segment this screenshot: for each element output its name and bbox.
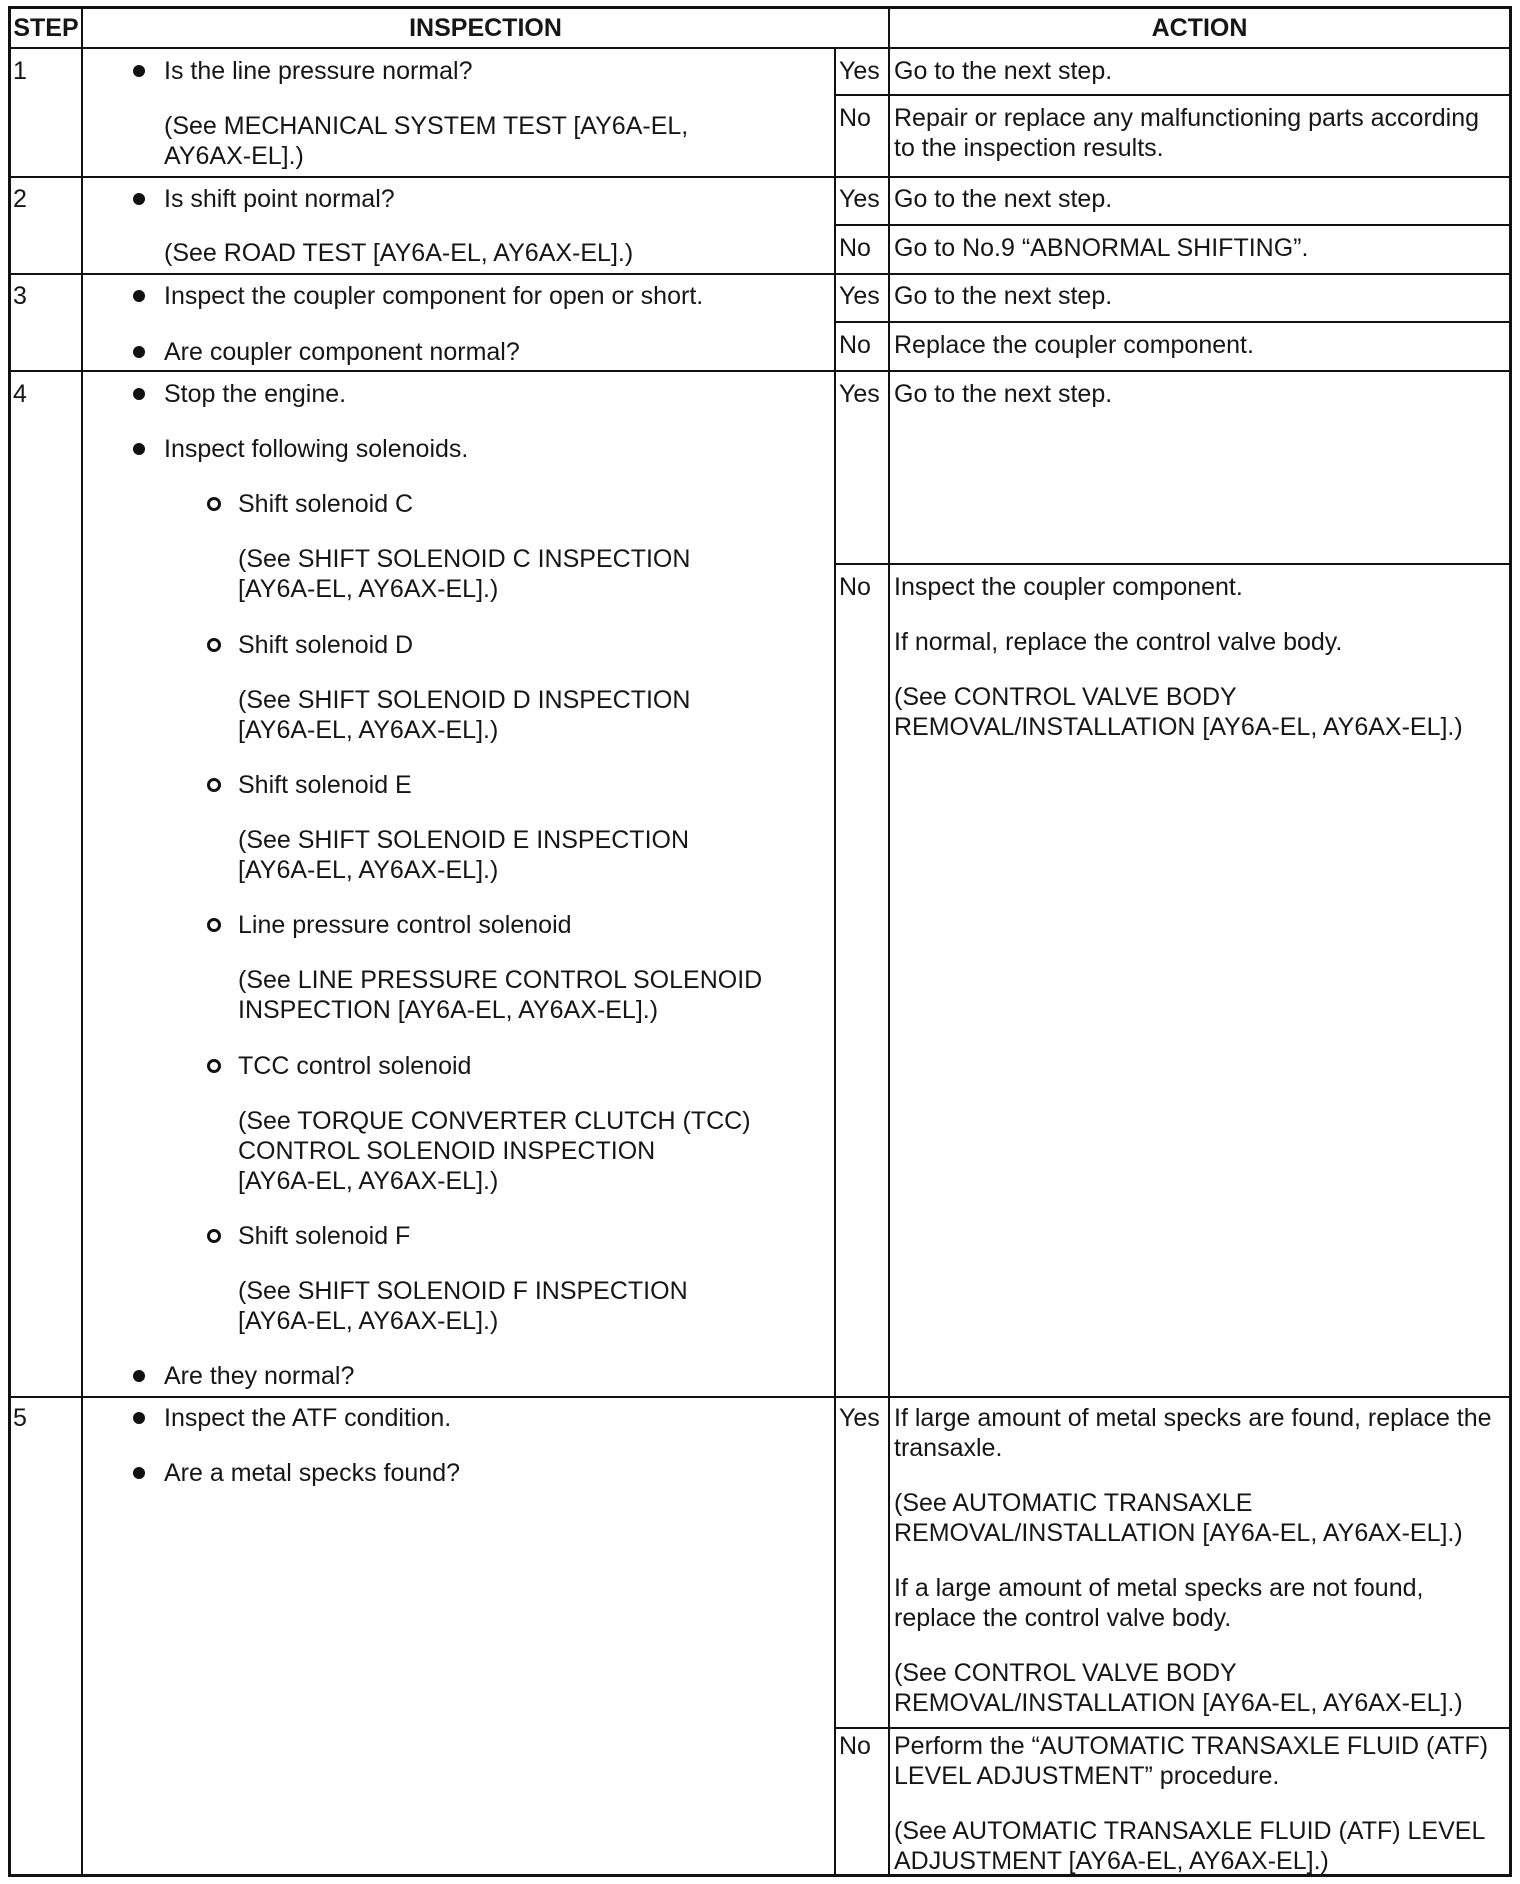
bullet-icon bbox=[133, 1467, 145, 1479]
sub-bullet-icon bbox=[207, 778, 221, 792]
inspection-line: [AY6A-EL, AY6AX-EL].) bbox=[238, 1167, 499, 1195]
inspection-line: Shift solenoid C bbox=[238, 490, 414, 518]
subrule-step3 bbox=[834, 321, 1512, 323]
answer-no: No bbox=[839, 104, 871, 132]
inspection-line: Shift solenoid D bbox=[238, 631, 414, 659]
bullet-icon bbox=[133, 1412, 145, 1424]
sub-bullet-icon bbox=[207, 638, 221, 652]
step-number: 3 bbox=[13, 282, 27, 310]
inspection-line: Is shift point normal? bbox=[164, 185, 395, 213]
row-rule-4 bbox=[8, 1396, 1512, 1398]
bullet-icon bbox=[133, 346, 145, 358]
inspection-line: Stop the engine. bbox=[164, 380, 347, 408]
action-line: If large amount of metal specks are found, replace the bbox=[894, 1404, 1492, 1432]
inspection-line: [AY6A-EL, AY6AX-EL].) bbox=[238, 1307, 499, 1335]
action-line: Go to the next step. bbox=[894, 282, 1113, 310]
action-line: REMOVAL/INSTALLATION [AY6A-EL, AY6AX-EL].) bbox=[894, 713, 1463, 741]
bullet-icon bbox=[133, 65, 145, 77]
inspection-line: Are a metal specks found? bbox=[164, 1459, 460, 1487]
action-line: transaxle. bbox=[894, 1434, 1003, 1462]
header-step: STEP bbox=[13, 14, 79, 42]
row-rule-3 bbox=[8, 370, 1512, 372]
answer-yes: Yes bbox=[839, 1404, 880, 1432]
action-line: (See AUTOMATIC TRANSAXLE bbox=[894, 1489, 1253, 1517]
answer-no: No bbox=[839, 573, 871, 601]
row-rule-1 bbox=[8, 176, 1512, 178]
step-number: 2 bbox=[13, 185, 27, 213]
answer-no: No bbox=[839, 331, 871, 359]
inspection-line: Inspect the coupler component for open or short. bbox=[164, 282, 704, 310]
inspection-line: Are coupler component normal? bbox=[164, 338, 520, 366]
bullet-icon bbox=[133, 290, 145, 302]
inspection-line: Shift solenoid E bbox=[238, 771, 412, 799]
action-line: Go to No.9 “ABNORMAL SHIFTING”. bbox=[894, 234, 1309, 262]
bullet-icon bbox=[133, 443, 145, 455]
table-border-left bbox=[8, 6, 11, 1877]
inspection-line: (See SHIFT SOLENOID D INSPECTION bbox=[238, 686, 691, 714]
sub-bullet-icon bbox=[207, 1229, 221, 1243]
action-line: If a large amount of metal specks are not found, bbox=[894, 1574, 1424, 1602]
column-divider-action bbox=[888, 6, 890, 1877]
action-line: Inspect the coupler component. bbox=[894, 573, 1243, 601]
inspection-line: [AY6A-EL, AY6AX-EL].) bbox=[238, 716, 499, 744]
answer-yes: Yes bbox=[839, 57, 880, 85]
inspection-line: Shift solenoid F bbox=[238, 1222, 411, 1250]
answer-no: No bbox=[839, 234, 871, 262]
sub-bullet-icon bbox=[207, 497, 221, 511]
action-line: replace the control valve body. bbox=[894, 1604, 1232, 1632]
bullet-icon bbox=[133, 193, 145, 205]
action-line: REMOVAL/INSTALLATION [AY6A-EL, AY6AX-EL].) bbox=[894, 1689, 1463, 1717]
subrule-step5 bbox=[834, 1727, 1512, 1729]
inspection-line: AY6AX-EL].) bbox=[164, 142, 304, 170]
answer-yes: Yes bbox=[839, 185, 880, 213]
inspection-line: Are they normal? bbox=[164, 1362, 355, 1390]
action-line: If normal, replace the control valve body. bbox=[894, 628, 1343, 656]
inspection-line: Is the line pressure normal? bbox=[164, 57, 473, 85]
inspection-line: (See ROAD TEST [AY6A-EL, AY6AX-EL].) bbox=[164, 239, 634, 267]
inspection-line: (See SHIFT SOLENOID E INSPECTION bbox=[238, 826, 690, 854]
step-number: 5 bbox=[13, 1404, 27, 1432]
action-line: (See AUTOMATIC TRANSAXLE FLUID (ATF) LEVEL bbox=[894, 1817, 1486, 1845]
bullet-icon bbox=[133, 1370, 145, 1382]
sub-bullet-icon bbox=[207, 918, 221, 932]
inspection-line: (See TORQUE CONVERTER CLUTCH (TCC) bbox=[238, 1107, 751, 1135]
sub-bullet-icon bbox=[207, 1059, 221, 1073]
action-line: Go to the next step. bbox=[894, 380, 1113, 408]
inspection-line: CONTROL SOLENOID INSPECTION bbox=[238, 1137, 656, 1165]
inspection-line: (See SHIFT SOLENOID C INSPECTION bbox=[238, 545, 691, 573]
inspection-line: (See MECHANICAL SYSTEM TEST [AY6A-EL, bbox=[164, 112, 689, 140]
action-line: REMOVAL/INSTALLATION [AY6A-EL, AY6AX-EL].) bbox=[894, 1519, 1463, 1547]
table-border-right bbox=[1509, 6, 1512, 1877]
inspection-line: (See SHIFT SOLENOID F INSPECTION bbox=[238, 1277, 688, 1305]
action-line: Go to the next step. bbox=[894, 57, 1113, 85]
inspection-line: TCC control solenoid bbox=[238, 1052, 472, 1080]
subrule-step2 bbox=[834, 224, 1512, 226]
inspection-line: [AY6A-EL, AY6AX-EL].) bbox=[238, 856, 499, 884]
action-line: Repair or replace any malfunctioning parts according bbox=[894, 104, 1480, 132]
step-number: 4 bbox=[13, 380, 27, 408]
inspection-line: (See LINE PRESSURE CONTROL SOLENOID bbox=[238, 966, 763, 994]
subrule-step1 bbox=[834, 94, 1512, 96]
action-line: LEVEL ADJUSTMENT” procedure. bbox=[894, 1762, 1280, 1790]
action-line: to the inspection results. bbox=[894, 134, 1164, 162]
answer-yes: Yes bbox=[839, 380, 880, 408]
answer-no: No bbox=[839, 1732, 871, 1760]
inspection-line: Inspect the ATF condition. bbox=[164, 1404, 452, 1432]
subrule-step4 bbox=[834, 563, 1512, 565]
header-action: ACTION bbox=[1151, 14, 1248, 42]
action-line: (See CONTROL VALVE BODY bbox=[894, 1659, 1237, 1687]
action-line: ADJUSTMENT [AY6A-EL, AY6AX-EL].) bbox=[894, 1847, 1329, 1875]
header-inspection: INSPECTION bbox=[409, 14, 562, 42]
bullet-icon bbox=[133, 388, 145, 400]
action-line: (See CONTROL VALVE BODY bbox=[894, 683, 1237, 711]
inspection-line: Inspect following solenoids. bbox=[164, 435, 469, 463]
header-rule bbox=[8, 47, 1512, 49]
action-line: Go to the next step. bbox=[894, 185, 1113, 213]
action-line: Perform the “AUTOMATIC TRANSAXLE FLUID (ATF) bbox=[894, 1732, 1489, 1760]
step-number: 1 bbox=[13, 57, 27, 85]
row-rule-2 bbox=[8, 273, 1512, 275]
column-divider-step bbox=[81, 6, 83, 1877]
inspection-line: [AY6A-EL, AY6AX-EL].) bbox=[238, 575, 499, 603]
action-line: Replace the coupler component. bbox=[894, 331, 1254, 359]
inspection-line: Line pressure control solenoid bbox=[238, 911, 572, 939]
table-border-top bbox=[8, 6, 1512, 9]
answer-yes: Yes bbox=[839, 282, 880, 310]
inspection-line: INSPECTION [AY6A-EL, AY6AX-EL].) bbox=[238, 996, 659, 1024]
